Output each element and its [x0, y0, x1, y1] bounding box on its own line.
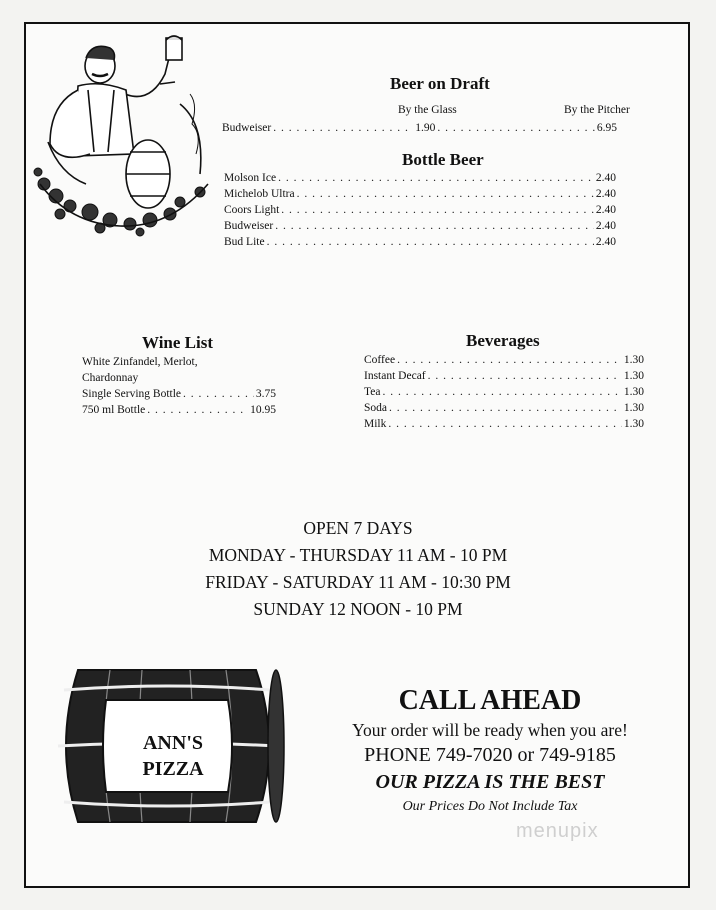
- draft-glass-price: 1.90: [415, 122, 436, 134]
- beverages-list: [364, 352, 644, 432]
- wine-varieties-line2: Chardonnay: [82, 372, 139, 384]
- item-name: 750 ml Bottle: [82, 404, 146, 416]
- item-name: Single Serving Bottle: [82, 388, 182, 400]
- item-name: Coors Light: [224, 204, 280, 216]
- draft-row: [222, 120, 617, 136]
- hours-line-sun: SUNDAY 12 NOON - 10 PM: [253, 599, 463, 619]
- item-name: Soda: [364, 402, 387, 414]
- by-the-glass-label: By the Glass: [398, 104, 457, 116]
- list-item: [364, 416, 644, 432]
- menupix-watermark: menupix: [516, 820, 599, 842]
- item-price: 10.95: [250, 404, 276, 416]
- list-item: [224, 218, 616, 234]
- list-item: [82, 386, 276, 402]
- hours-line-open: OPEN 7 DAYS: [303, 518, 413, 538]
- item-name: Instant Decaf: [364, 370, 426, 382]
- list-item: [224, 234, 616, 250]
- list-item: [364, 352, 644, 368]
- wine-price-list: [82, 386, 276, 418]
- wine-varieties-line1: White Zinfandel, Merlot,: [82, 356, 198, 368]
- list-item: [364, 400, 644, 416]
- list-item: [224, 170, 616, 186]
- item-price: 2.40: [595, 236, 616, 248]
- hours-block: [100, 515, 616, 623]
- item-name: Coffee: [364, 354, 396, 366]
- logo-line2: PIZZA: [142, 758, 204, 780]
- draft-pitcher-price: 6.95: [596, 122, 617, 134]
- phone-numbers: PHONE 749-7020 or 749-9185: [364, 744, 616, 766]
- item-price: 2.40: [595, 220, 616, 232]
- item-price: 1.30: [623, 386, 644, 398]
- item-name: Tea: [364, 386, 381, 398]
- hours-line-fri-sat: FRIDAY - SATURDAY 11 AM - 10:30 PM: [205, 572, 511, 592]
- logo-text: [112, 730, 234, 782]
- list-item: [364, 384, 644, 400]
- item-price: 1.30: [623, 354, 644, 366]
- call-ahead-block: [320, 684, 660, 818]
- by-the-pitcher-label: By the Pitcher: [564, 104, 630, 116]
- item-price: 2.40: [595, 172, 616, 184]
- item-name: Michelob Ultra: [224, 188, 295, 200]
- hours-line-mon-thu: MONDAY - THURSDAY 11 AM - 10 PM: [208, 545, 508, 565]
- item-name: Milk: [364, 418, 387, 430]
- list-item: [82, 402, 276, 418]
- tax-note: Our Prices Do Not Include Tax: [402, 799, 578, 814]
- item-name: Bud Lite: [224, 236, 265, 248]
- item-name: Budweiser: [224, 220, 274, 232]
- call-ahead-title: CALL AHEAD: [398, 685, 582, 716]
- bottle-beer-heading: Bottle Beer: [402, 150, 484, 169]
- item-price: 3.75: [255, 388, 276, 400]
- item-name: Molson Ice: [224, 172, 277, 184]
- item-price: 1.30: [623, 402, 644, 414]
- beer-on-draft-heading: Beer on Draft: [390, 74, 490, 93]
- slogan: OUR PIZZA IS THE BEST: [375, 771, 605, 793]
- list-item: [224, 202, 616, 218]
- item-price: 1.30: [623, 418, 644, 430]
- item-price: 2.40: [595, 188, 616, 200]
- call-ahead-subtitle: Your order will be ready when you are!: [352, 720, 628, 740]
- list-item: [364, 368, 644, 384]
- beverages-heading: Beverages: [466, 331, 540, 350]
- item-price: 1.30: [623, 370, 644, 382]
- bottle-beer-list: [224, 170, 616, 250]
- wine-list-heading: Wine List: [142, 333, 214, 352]
- beer-drinker-illustration: [30, 34, 220, 239]
- list-item: [224, 186, 616, 202]
- logo-line1: ANN'S: [142, 732, 203, 754]
- item-price: 2.40: [595, 204, 616, 216]
- draft-item-name: Budweiser: [222, 122, 272, 134]
